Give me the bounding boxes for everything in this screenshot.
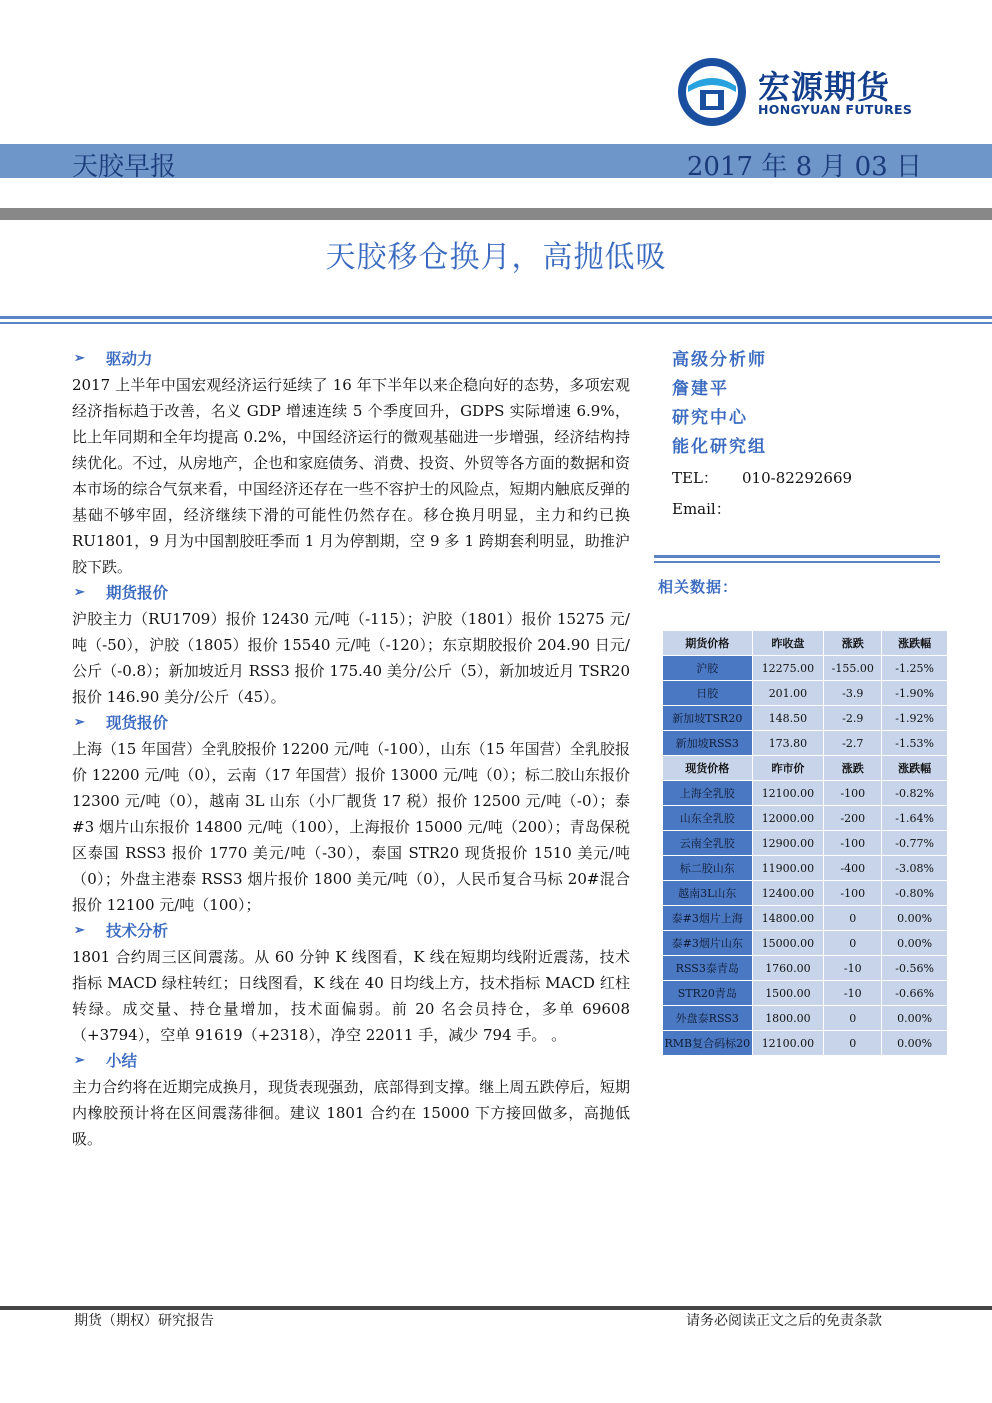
divider — [0, 316, 992, 319]
row-name-cell: 上海全乳胶 — [663, 781, 753, 806]
section-heading — [72, 1048, 630, 1074]
table-cell: -200 — [824, 806, 882, 831]
arrow-bullet-icon: ➢ — [74, 585, 85, 600]
brand-name-cn: 宏源期货 — [758, 68, 891, 106]
table-header-cell: 昨市价 — [752, 756, 824, 781]
section-text: 上海（15 年国营）全乳胶报价 12200 元/吨（-100），山东（15 年国营）全乳胶报价 12200 元/吨（0），云南（17 年国营）报价 13000 元/吨（0）；标二胶山东报价 12300 元/吨（0），越南 3L 山东（小厂靓货 17 税）报价 12500 元/吨（-0）；泰#3 烟片山东报价 14800 元/吨（100），上海报价 15000 元/吨（200）；青岛保税区泰国 RSS3 报价 1770 美元/吨（-30），泰国 STR20 现货报价 1510 美元/吨（0）；外盘主港泰 RSS3 烟片报价 1800 美元/吨（0），人民币复合马标 20#混合报价 12100 元/吨（100）； — [72, 740, 630, 914]
table-row — [663, 831, 948, 856]
email-line — [672, 495, 972, 524]
table-cell: -155.00 — [824, 656, 882, 681]
table-cell: -400 — [824, 856, 882, 881]
table-row — [663, 806, 948, 831]
report-type: 天胶早报 — [72, 152, 177, 182]
table-header-cell: 涨跌幅 — [882, 631, 948, 656]
hongyuan-logo-icon — [676, 56, 748, 128]
table-row — [663, 781, 948, 806]
row-name-cell: 标二胶山东 — [663, 856, 753, 881]
row-name-cell: 新加坡RSS3 — [663, 731, 753, 756]
analyst-dept: 研究中心 — [672, 408, 748, 428]
table-cell: -3.9 — [824, 681, 882, 706]
table-row — [663, 981, 948, 1006]
divider — [654, 555, 940, 558]
table-row — [663, 881, 948, 906]
table-cell: -100 — [824, 831, 882, 856]
row-name-cell: STR20青岛 — [663, 981, 753, 1006]
tel-label: TEL： — [672, 469, 718, 487]
table-cell: 15000.00 — [752, 931, 824, 956]
related-data-label: 相关数据： — [658, 578, 739, 596]
table-cell: -1.25% — [882, 656, 948, 681]
divider — [0, 322, 992, 324]
brand-name-en: HONGYUAN FUTURES — [758, 102, 913, 117]
table-cell: -1.64% — [882, 806, 948, 831]
table-cell: 0 — [824, 1006, 882, 1031]
table-cell: -10 — [824, 981, 882, 1006]
table-row — [663, 1006, 948, 1031]
row-name-cell: RSS3泰青岛 — [663, 956, 753, 981]
table-cell: -1.92% — [882, 706, 948, 731]
table-cell: 1800.00 — [752, 1006, 824, 1031]
table-cell: 12400.00 — [752, 881, 824, 906]
report-date: 2017 年 8 月 03 日 — [686, 152, 922, 182]
table-header-cell: 涨跌 — [824, 631, 882, 656]
table-cell: 0.00% — [882, 931, 948, 956]
table-header-cell: 现货价格 — [663, 756, 753, 781]
section-title: 技术分析 — [106, 921, 169, 940]
header-band — [0, 144, 992, 182]
table-header-cell: 涨跌 — [824, 756, 882, 781]
table-cell: -1.53% — [882, 731, 948, 756]
analyst-title: 高级分析师 — [672, 350, 767, 370]
table-header-cell: 期货价格 — [663, 631, 753, 656]
table-row — [663, 856, 948, 881]
table-row — [663, 906, 948, 931]
table-cell: 12000.00 — [752, 806, 824, 831]
table-cell: 12100.00 — [752, 1031, 824, 1056]
footer-left: 期货（期权）研究报告 — [72, 1310, 216, 1330]
tel-line — [672, 464, 972, 493]
table-cell: 0.00% — [882, 1031, 948, 1056]
section-text: 2017 上半年中国宏观经济运行延续了 16 年下半年以来企稳向好的态势，多项宏观经济指标趋于改善，名义 GDP 增速连续 5 个季度回升，GDPS 实际增速 6.9%，比上年同期和全年均提高 0.2%，中国经济运行的微观基础进一步增强，经济结构持续优化。不过，从房地产，企也和家庭债务、消费、投资、外贸等各方面的数据和资本市场的综合气氛来看，中国经济还存在一些不容护士的风险点，短期内触底反弹的基础不够牢固，经济继续下滑的可能性仍然存在。移仓换月明显，主力和约已换 RU1801，9 月为中国割胶旺季而 1 月为停割期，空 9 多 1 跨期套利明显，助推沪胶下跌。 — [72, 376, 630, 576]
email-label: Email： — [672, 500, 731, 518]
row-name-cell: 新加坡TSR20 — [663, 706, 753, 731]
table-cell: -0.66% — [882, 981, 948, 1006]
arrow-bullet-icon: ➢ — [74, 715, 85, 730]
table-row — [663, 931, 948, 956]
table-cell: 14800.00 — [752, 906, 824, 931]
price-table — [662, 630, 948, 1056]
section-text: 沪胶主力（RU1709）报价 12430 元/吨（-115）；沪胶（1801）报价 15275 元/吨（-50），沪胶（1805）报价 15540 元/吨（-120）；东京期胶报价 204.90 日元/公斤（-0.8）；新加坡近月 RSS3 报价 175.40 美分/公斤（5），新加坡近月 TSR20 报价 146.90 美分/公斤（45）。 — [72, 610, 630, 706]
section-text: 主力合约将在近期完成换月，现货表现强劲，底部得到支撑。继上周五跌停后，短期内橡胶预计将在区间震荡徘徊。建议 1801 合约在 15000 下方接回做多，高抛低吸。 — [72, 1078, 630, 1148]
arrow-bullet-icon: ➢ — [74, 923, 85, 938]
section-title: 期货报价 — [106, 583, 169, 602]
table-cell: -0.77% — [882, 831, 948, 856]
table-row — [663, 656, 948, 681]
table-header-row — [663, 756, 948, 781]
table-cell: 1760.00 — [752, 956, 824, 981]
table-cell: -100 — [824, 881, 882, 906]
arrow-bullet-icon: ➢ — [74, 1053, 85, 1068]
analyst-sidebar — [672, 346, 972, 524]
table-header-row — [663, 631, 948, 656]
row-name-cell: RMB复合码标20 — [663, 1031, 753, 1056]
table-cell: -0.80% — [882, 881, 948, 906]
tel-number: 010-82292669 — [742, 469, 853, 487]
divider — [654, 561, 940, 563]
table-cell: -0.82% — [882, 781, 948, 806]
table-cell: 1500.00 — [752, 981, 824, 1006]
section-heading — [72, 918, 630, 944]
brand-logo — [676, 56, 926, 128]
section-title: 小结 — [106, 1051, 138, 1070]
row-name-cell: 沪胶 — [663, 656, 753, 681]
row-name-cell: 泰#3烟片山东 — [663, 931, 753, 956]
analyst-name: 詹建平 — [672, 379, 729, 399]
table-cell: 0.00% — [882, 906, 948, 931]
section-title: 现货报价 — [106, 713, 169, 732]
table-cell: -2.7 — [824, 731, 882, 756]
table-row — [663, 731, 948, 756]
row-name-cell: 外盘泰RSS3 — [663, 1006, 753, 1031]
table-cell: -2.9 — [824, 706, 882, 731]
table-cell: -10 — [824, 956, 882, 981]
table-cell: 0.00% — [882, 1006, 948, 1031]
table-cell: -100 — [824, 781, 882, 806]
table-cell: -3.08% — [882, 856, 948, 881]
table-row — [663, 706, 948, 731]
section-heading — [72, 346, 630, 372]
section-text: 1801 合约周三区间震荡。从 60 分钟 K 线图看，K 线在短期均线附近震荡，技术指标 MACD 绿柱转红；日线图看，K 线在 40 日均线上方，技术指标 MACD 红柱转绿。成交量、持仓量增加，技术面偏弱。前 20 名会员持仓，多单 69608（+3794），空单 91619（+2318），净空 22011 手，减少 794 手。 。 — [72, 948, 630, 1044]
section-heading — [72, 710, 630, 736]
table-header-cell: 昨收盘 — [752, 631, 824, 656]
table-cell: 11900.00 — [752, 856, 824, 881]
table-cell: 12100.00 — [752, 781, 824, 806]
table-cell: 0 — [824, 1031, 882, 1056]
table-row — [663, 681, 948, 706]
divider — [0, 208, 992, 220]
table-header-cell: 涨跌幅 — [882, 756, 948, 781]
table-row — [663, 1031, 948, 1056]
table-cell: 148.50 — [752, 706, 824, 731]
section-title: 驱动力 — [106, 349, 153, 368]
main-content — [72, 346, 630, 1152]
arrow-bullet-icon: ➢ — [74, 351, 85, 366]
row-name-cell: 越南3L山东 — [663, 881, 753, 906]
table-cell: -0.56% — [882, 956, 948, 981]
table-cell: 0 — [824, 931, 882, 956]
row-name-cell: 云南全乳胶 — [663, 831, 753, 856]
table-row — [663, 956, 948, 981]
table-cell: 201.00 — [752, 681, 824, 706]
section-heading — [72, 580, 630, 606]
table-cell: 0 — [824, 906, 882, 931]
analyst-group: 能化研究组 — [672, 437, 767, 457]
row-name-cell: 山东全乳胶 — [663, 806, 753, 831]
headline: 天胶移仓换月，高抛低吸 — [325, 240, 667, 275]
footer-right: 请务必阅读正文之后的免责条款 — [682, 1310, 886, 1330]
table-cell: 12275.00 — [752, 656, 824, 681]
row-name-cell: 泰#3烟片上海 — [663, 906, 753, 931]
row-name-cell: 日胶 — [663, 681, 753, 706]
table-cell: 173.80 — [752, 731, 824, 756]
table-cell: 12900.00 — [752, 831, 824, 856]
table-cell: -1.90% — [882, 681, 948, 706]
